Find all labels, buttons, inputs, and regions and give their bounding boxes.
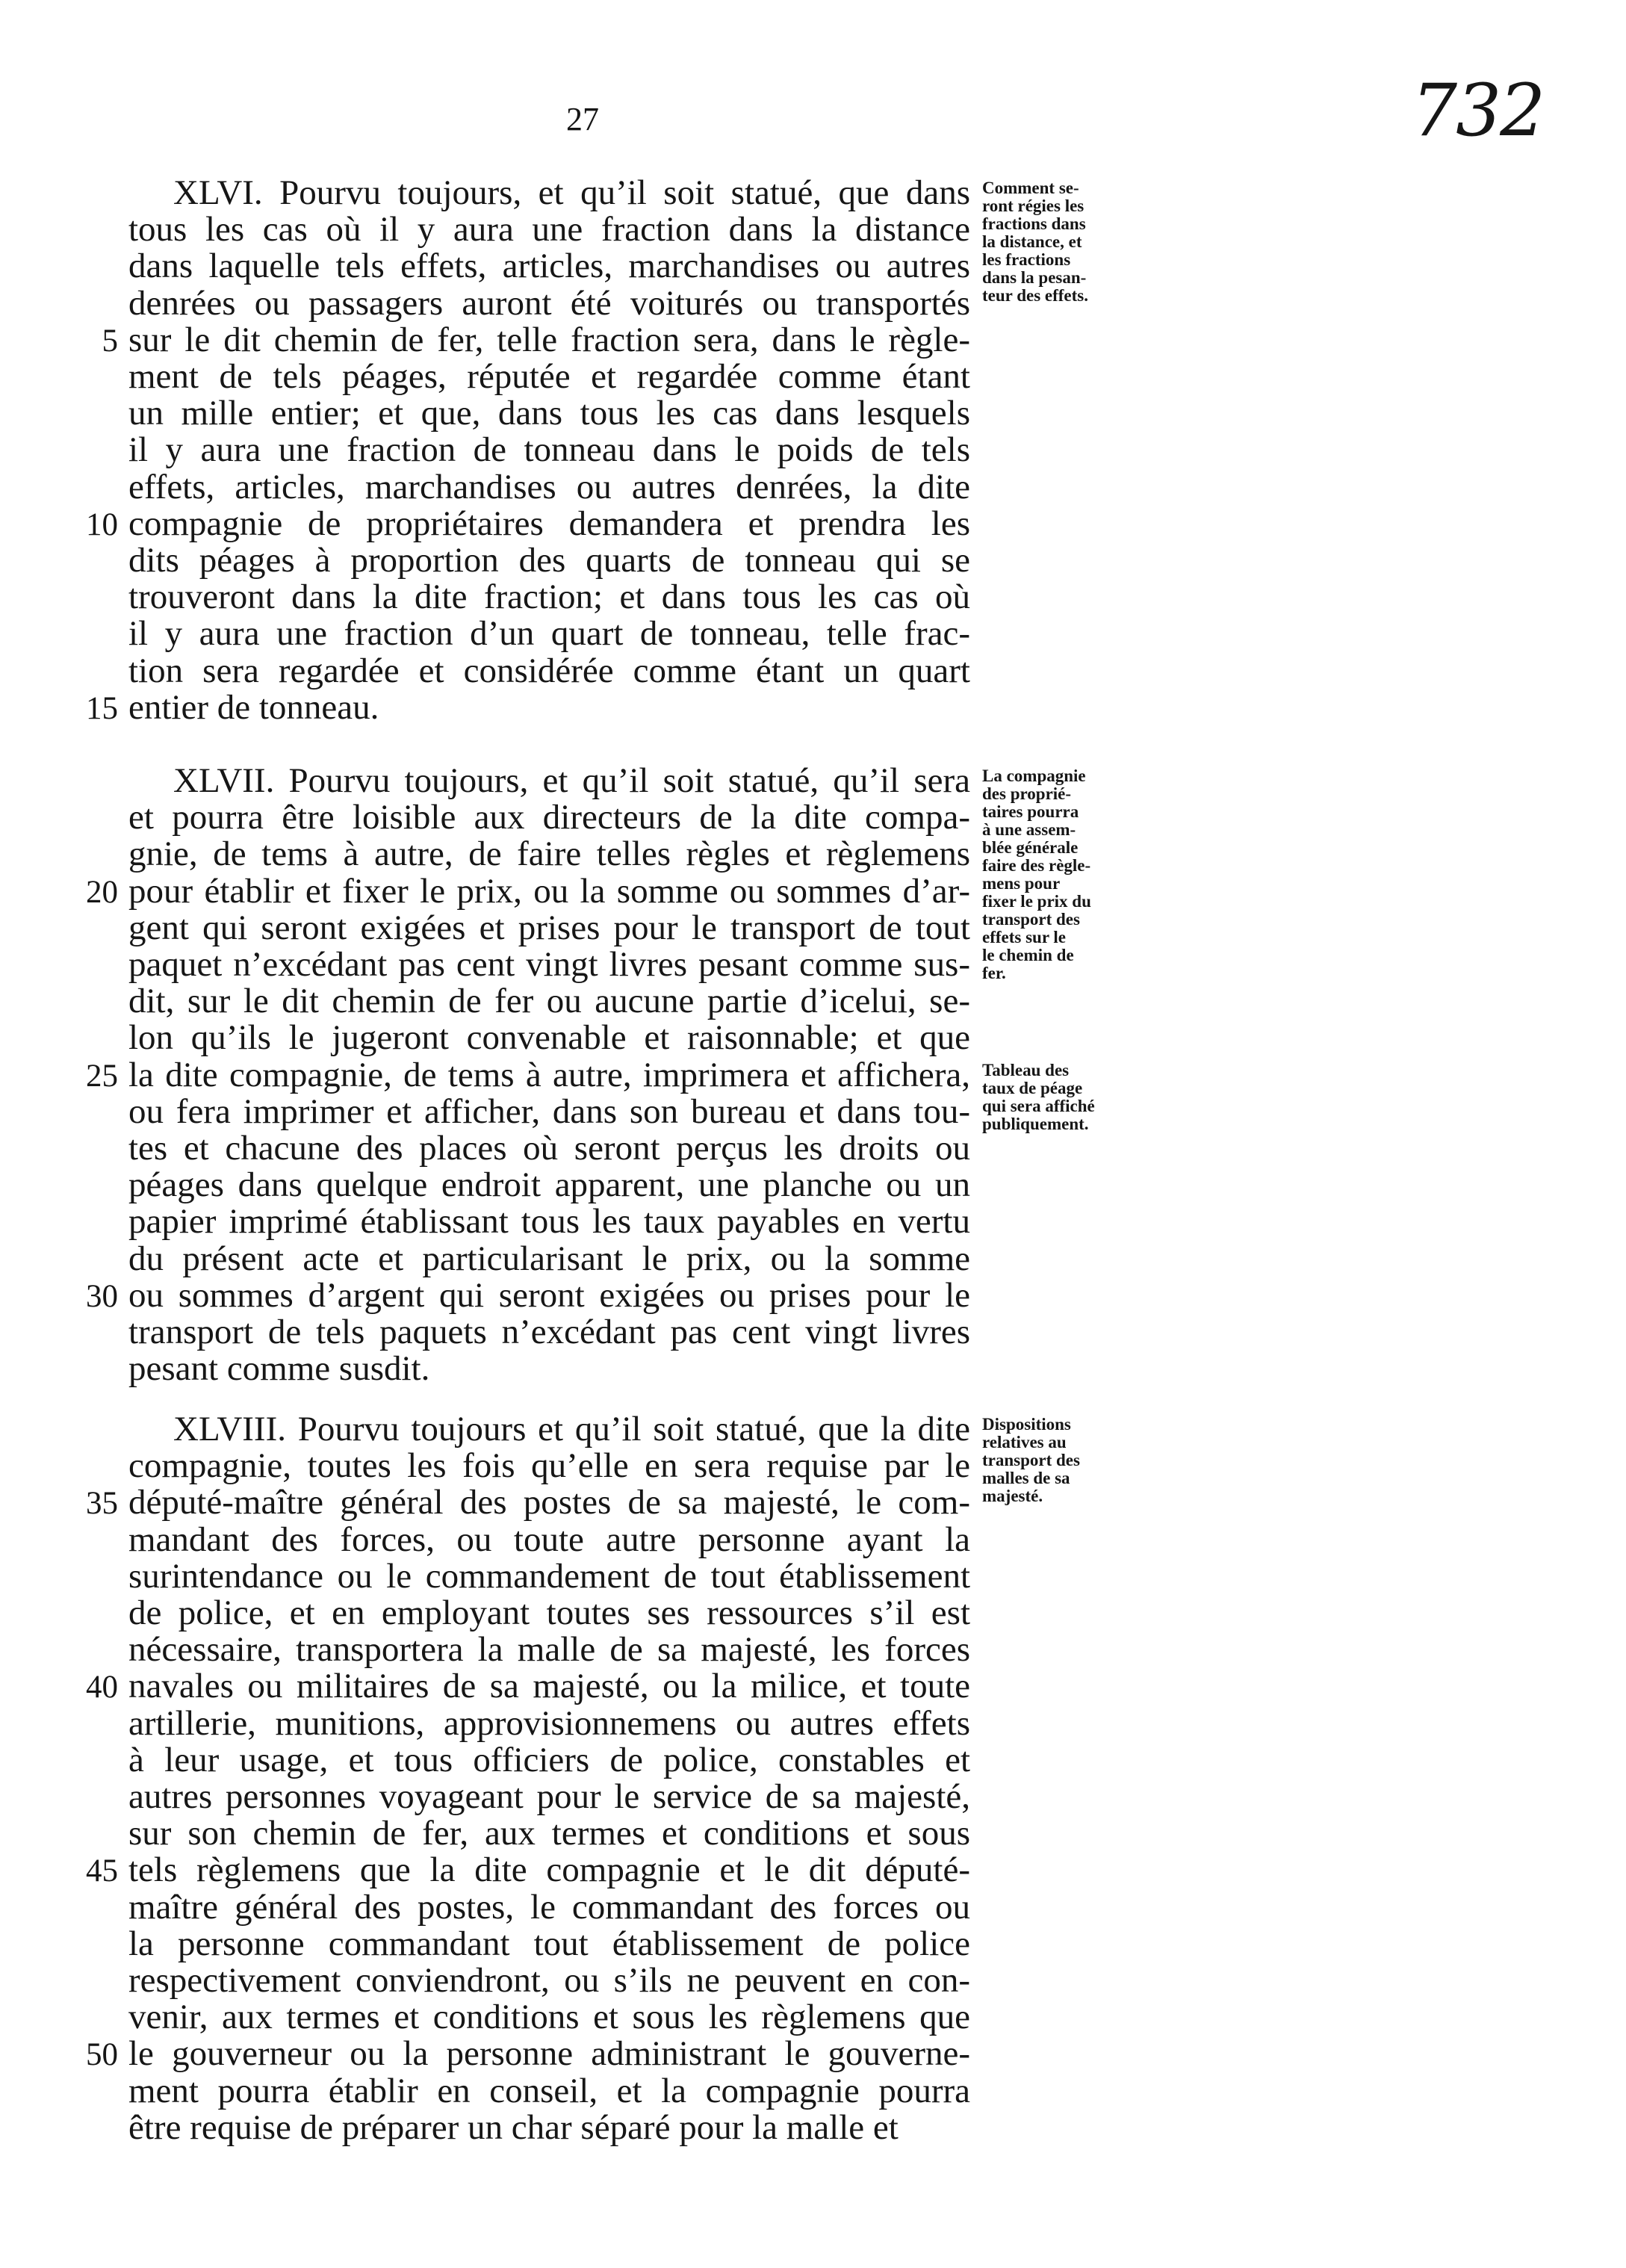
- text-line: péages dans quelque endroit apparent, une planche ou un: [128, 1165, 970, 1204]
- margin-note-line: qui sera affiché: [982, 1097, 1095, 1115]
- margin-note-line: les fractions: [982, 250, 1071, 269]
- text-line: XLVII. Pourvu toujours, et qu’il soit statué, qu’il sera: [173, 761, 970, 800]
- margin-note-line: malles de sa: [982, 1469, 1070, 1487]
- text-line: pour établir et fixer le prix, ou la somme ou sommes d’ar-: [128, 872, 970, 911]
- text-line: transport de tels paquets n’excédant pas cent vingt livres: [128, 1313, 970, 1351]
- margin-note: [982, 1062, 1154, 1133]
- margin-note-line: La compagnie: [982, 766, 1086, 785]
- line-number: 20: [86, 875, 118, 910]
- margin-note-line: Tableau des: [982, 1061, 1070, 1079]
- text-line: le gouverneur ou la personne administrant le gouverne-: [128, 2034, 970, 2073]
- line-number: 5: [102, 323, 118, 359]
- text-line: effets, articles, marchandises ou autres denrées, la dite: [128, 468, 970, 506]
- text-line: pesant comme susdit.: [128, 1349, 430, 1388]
- text-line: autres personnes voyageant pour le service de sa majesté,: [128, 1777, 970, 1816]
- text-line: la dite compagnie, de tems à autre, imprimera et affichera,: [128, 1056, 970, 1094]
- line-number: 40: [86, 1670, 118, 1705]
- text-line: député-maître général des postes de sa majesté, le com-: [128, 1483, 970, 1522]
- text-line: gent qui seront exigées et prises pour le transport de tout: [128, 908, 970, 947]
- line-number: 15: [86, 691, 118, 726]
- handwritten-folio-number: 732: [1412, 69, 1545, 152]
- text-line: il y aura une fraction d’un quart de tonneau, telle frac-: [128, 614, 970, 653]
- margin-note-line: des proprié-: [982, 784, 1072, 803]
- text-line: papier imprimé établissant tous les taux payables en vertu: [128, 1202, 970, 1241]
- margin-note-line: effets sur le: [982, 928, 1066, 946]
- margin-note-line: transport des: [982, 1451, 1080, 1469]
- text-line: être requise de préparer un char séparé pour la malle et: [128, 2108, 899, 2147]
- text-line: surintendance ou le commandement de tout établissement: [128, 1557, 970, 1596]
- line-number: 10: [86, 507, 118, 542]
- margin-note: [982, 179, 1154, 305]
- margin-note-line: ront régies les: [982, 196, 1084, 215]
- line-number: 30: [86, 1279, 118, 1314]
- margin-note-line: blée générale: [982, 838, 1079, 857]
- text-line: tion sera regardée et considérée comme étant un quart: [128, 651, 970, 690]
- margin-note-line: taires pourra: [982, 802, 1079, 821]
- text-line: mandant des forces, ou toute autre personne ayant la: [128, 1520, 970, 1559]
- text-line: un mille entier; et que, dans tous les cas dans lesquels: [128, 394, 970, 433]
- text-line: entier de tonneau.: [128, 688, 379, 727]
- text-line: artillerie, munitions, approvisionnemens ou autres effets: [128, 1704, 970, 1743]
- margin-note-line: faire des règle-: [982, 856, 1091, 875]
- text-line: XLVI. Pourvu toujours, et qu’il soit statué, que dans: [173, 173, 970, 212]
- margin-note-line: mens pour: [982, 874, 1061, 893]
- margin-note-line: le chemin de: [982, 946, 1074, 964]
- text-line: dit, sur le dit chemin de fer ou aucune partie d’icelui, se-: [128, 982, 970, 1020]
- text-line: venir, aux termes et conditions et sous les règlemens que: [128, 1998, 970, 2036]
- text-line: sur son chemin de fer, aux termes et conditions et sous: [128, 1814, 970, 1853]
- margin-note-line: fixer le prix du: [982, 892, 1091, 911]
- text-line: compagnie de propriétaires demandera et prendra les: [128, 504, 970, 543]
- text-line: navales ou militaires de sa majesté, ou la milice, et toute: [128, 1667, 970, 1705]
- text-line: denrées ou passagers auront été voiturés ou transportés: [128, 284, 970, 323]
- line-number: 45: [86, 1853, 118, 1889]
- text-line: paquet n’excédant pas cent vingt livres pesant comme sus-: [128, 945, 970, 984]
- text-line: ou fera imprimer et afficher, dans son bureau et dans tou-: [128, 1092, 970, 1131]
- text-line: tes et chacune des places où seront perçus les droits ou: [128, 1129, 970, 1168]
- text-line: lon qu’ils le jugeront convenable et raisonnable; et que: [128, 1018, 970, 1057]
- margin-note-line: teur des effets.: [982, 286, 1088, 305]
- text-line: tels règlemens que la dite compagnie et le dit député-: [128, 1850, 970, 1889]
- text-line: dans laquelle tels effets, articles, marchandises ou autres: [128, 247, 970, 285]
- text-line: gnie, de tems à autre, de faire telles règles et règlemens: [128, 834, 970, 873]
- margin-note-line: fer.: [982, 964, 1006, 982]
- page-number: 27: [566, 101, 599, 137]
- margin-note-line: à une assem-: [982, 820, 1076, 839]
- text-line: respectivement conviendront, ou s’ils ne peuvent en con-: [128, 1961, 970, 2000]
- text-line: dits péages à proportion des quarts de tonneau qui se: [128, 541, 970, 580]
- text-line: à leur usage, et tous officiers de police, constables et: [128, 1741, 970, 1779]
- text-line: ment pourra établir en conseil, et la compagnie pourra: [128, 2072, 970, 2110]
- text-line: sur le dit chemin de fer, telle fraction sera, dans le règle-: [128, 320, 970, 359]
- text-line: ment de tels péages, réputée et regardée comme étant: [128, 357, 970, 396]
- line-number: 50: [86, 2037, 118, 2072]
- line-number: 35: [86, 1486, 118, 1521]
- text-line: et pourra être loisible aux directeurs de la dite compa-: [128, 798, 970, 837]
- text-line: ou sommes d’argent qui seront exigées ou prises pour le: [128, 1276, 970, 1315]
- margin-note-line: dans la pesan-: [982, 268, 1087, 287]
- margin-note-line: taux de péage: [982, 1079, 1083, 1097]
- margin-note-line: relatives au: [982, 1433, 1067, 1451]
- margin-note-line: Comment se-: [982, 179, 1079, 197]
- text-line: nécessaire, transportera la malle de sa majesté, les forces: [128, 1630, 970, 1669]
- text-line: il y aura une fraction de tonneau dans le poids de tels: [128, 430, 970, 469]
- margin-note: [982, 1416, 1154, 1505]
- text-line: maître général des postes, le commandant des forces ou: [128, 1888, 970, 1927]
- line-number: 25: [86, 1059, 118, 1094]
- text-line: trouveront dans la dite fraction; et dans tous les cas où: [128, 577, 970, 616]
- text-line: la personne commandant tout établissement de police: [128, 1924, 970, 1963]
- text-line: XLVIII. Pourvu toujours et qu’il soit statué, que la dite: [173, 1410, 970, 1449]
- margin-note-line: majesté.: [982, 1487, 1043, 1505]
- text-line: de police, et en employant toutes ses ressources s’il est: [128, 1593, 970, 1632]
- margin-note-line: la distance, et: [982, 232, 1082, 251]
- margin-note-line: publiquement.: [982, 1115, 1089, 1133]
- text-line: tous les cas où il y aura une fraction dans la distance: [128, 210, 970, 249]
- margin-note: [982, 767, 1154, 982]
- text-line: compagnie, toutes les fois qu’elle en sera requise par le: [128, 1446, 970, 1485]
- margin-note-line: transport des: [982, 910, 1080, 929]
- margin-note-line: fractions dans: [982, 214, 1086, 233]
- margin-note-line: Dispositions: [982, 1415, 1071, 1434]
- text-line: du présent acte et particularisant le prix, ou la somme: [128, 1239, 970, 1278]
